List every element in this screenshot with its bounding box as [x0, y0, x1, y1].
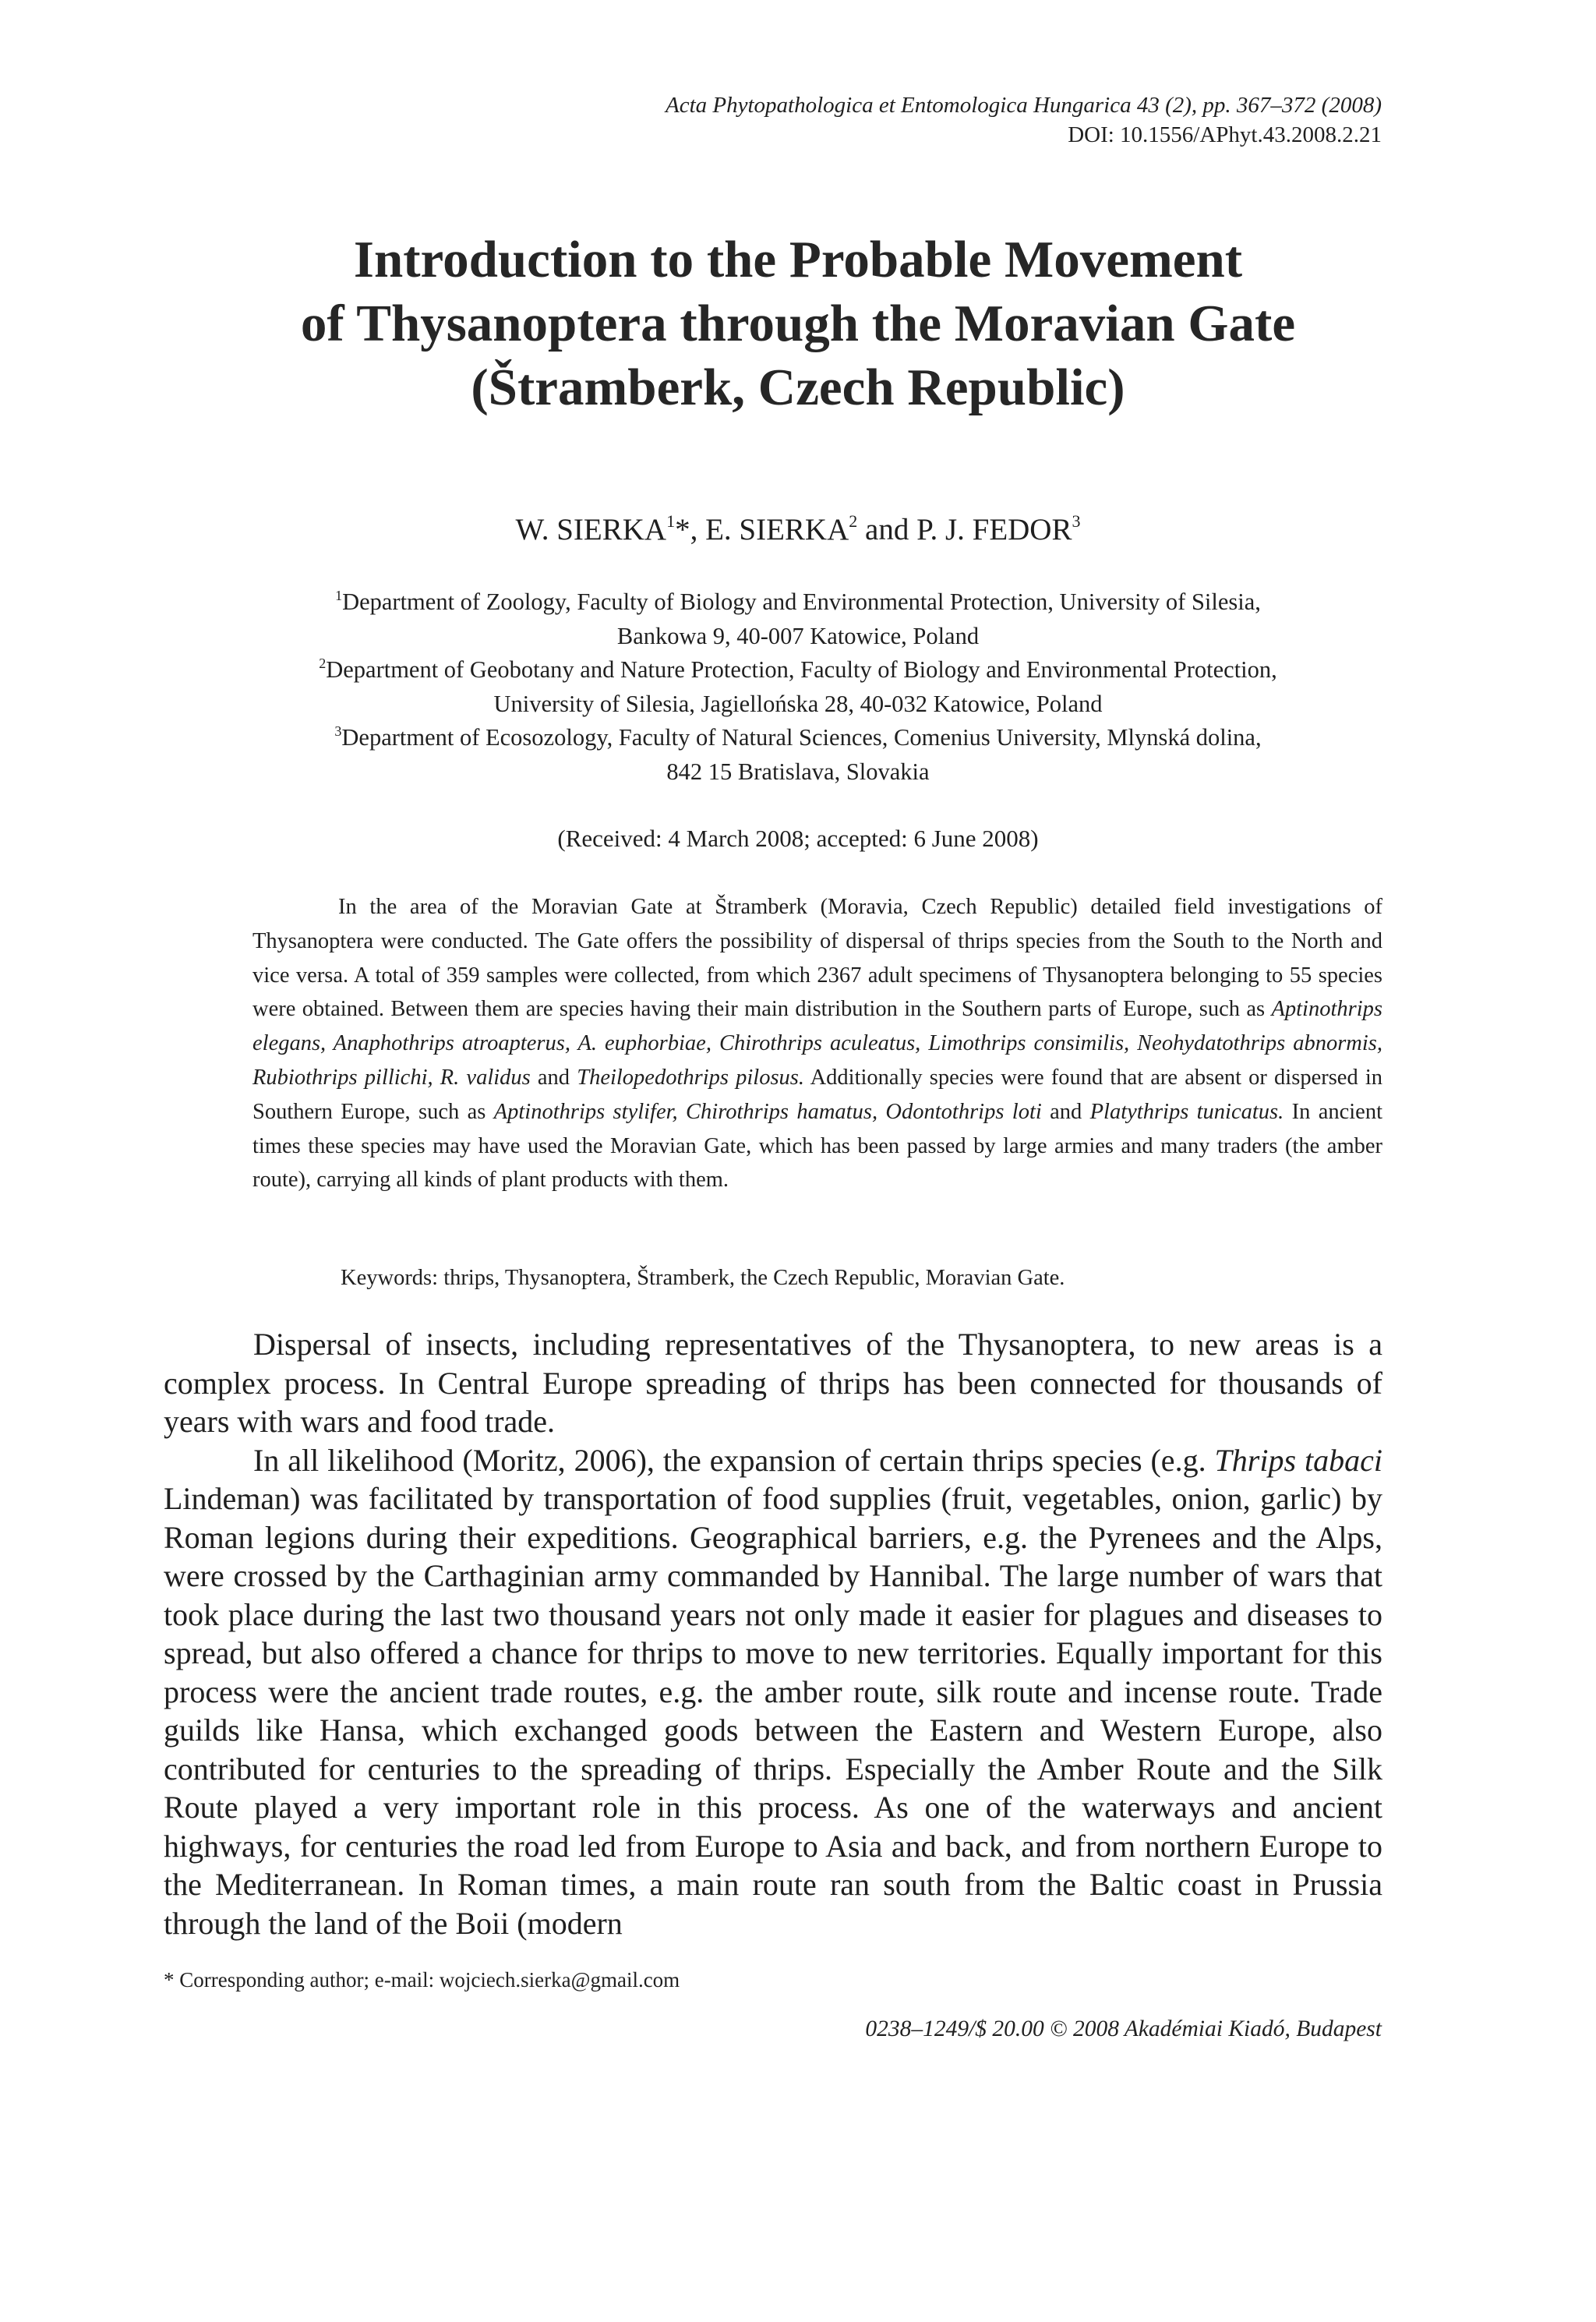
affiliations [0, 585, 1596, 789]
affil-line: Department of Geobotany and Nature Protection, Faculty of Biology and Environmental Protection, [326, 656, 1277, 683]
paper-title [0, 228, 1596, 419]
running-header [666, 90, 1382, 150]
body-paragraph: Dispersal of insects, including representatives of the Thysanoptera, to new areas is a complex process. In Central Europe spreading of thrips has been connected for thousands of years with wars and food trade. [164, 1327, 1382, 1439]
author-name: W. SIERKA [515, 513, 667, 546]
author-list [0, 511, 1596, 550]
doi: DOI: 10.1556/APhyt.43.2008.2.21 [1068, 122, 1382, 147]
keywords: Keywords: thrips, Thysanoptera, Štramberk, the Czech Republic, Moravian Gate. [341, 1266, 1065, 1290]
affil-line: 842 15 Bratislava, Slovakia [666, 758, 930, 785]
author-conjunction: and [865, 513, 909, 546]
affiliation [0, 653, 1596, 721]
body-text-run: In all likelihood (Moritz, 2006), the expansion of certain thrips species (e.g. [253, 1442, 1215, 1478]
affil-mark: 3 [334, 723, 342, 739]
corresponding-mark: *, [675, 513, 698, 546]
affiliation [0, 721, 1596, 789]
title-line: of Thysanoptera through the Moravian Gate [300, 295, 1296, 352]
received-dates: (Received: 4 March 2008; accepted: 6 June 2008) [557, 825, 1039, 852]
affiliation [0, 585, 1596, 653]
journal-citation: Acta Phytopathologica et Entomologica Hungarica 43 (2), pp. 367–372 (2008) [666, 93, 1382, 118]
author-affil-mark: 2 [849, 511, 858, 531]
abstract-text: In ancient times these species may have used the Moravian Gate, which has been passed by large armies and many traders (the amber route), carrying all kinds of plant products with them. [252, 1099, 1382, 1193]
species-names: Theilopedothrips pilosus. [577, 1065, 805, 1090]
title-line: Introduction to the Probable Movement [353, 231, 1243, 288]
abstract-text: Additionally species were found that are absent or dispersed in Southern Europe, such as [252, 1065, 1383, 1124]
title-line: (Štramberk, Czech Republic) [471, 359, 1125, 416]
affil-line: Bankowa 9, 40-007 Katowice, Poland [616, 622, 980, 649]
affil-line: Department of Ecosozology, Faculty of Natural Sciences, Comenius University, Mlynská dolina, [341, 724, 1262, 751]
species-name: Thrips tabaci [1214, 1442, 1382, 1478]
author-affil-mark: 3 [1072, 511, 1081, 531]
abstract [252, 890, 1382, 1197]
species-names: Aptinothrips elegans, Anaphothrips atroapterus, A. euphorbiae, Chirothrips aculeatus, Limothrips consimilis, Neohydatothrips abnormis, Rubiothrips pillichi, R. validus [252, 997, 1382, 1090]
abstract-text: In the area of the Moravian Gate at Štramberk (Moravia, Czech Republic) detailed field investigations of Thysanoptera were conducted. The Gate offers the possibility of dispersal of thrips species from the South to the North and vice versa. A total of 359 samples were collected, from which 2367 adult specimens of Thysanoptera belonging to 55 species were obtained. Between them are species having their main distribution in the Southern parts of Europe, such as [252, 895, 1382, 1022]
species-names: Aptinothrips stylifer, Chirothrips hamatus, Odontothrips loti [493, 1099, 1042, 1124]
copyright-line: 0238–1249/$ 20.00 © 2008 Akadémiai Kiadó, Budapest [865, 2016, 1382, 2041]
affil-line: University of Silesia, Jagiellońska 28, 40-032 Katowice, Poland [493, 690, 1103, 717]
abstract-text: and [1041, 1099, 1090, 1124]
affil-line: Department of Zoology, Faculty of Biology and Environmental Protection, University of Silesia, [342, 588, 1261, 615]
species-names: Platythrips tunicatus. [1089, 1099, 1284, 1124]
author-affil-mark: 1 [666, 511, 676, 531]
affil-mark: 2 [319, 656, 327, 671]
body-paragraph [164, 1441, 1382, 1943]
body-text-run: Lindeman) was facilitated by transportation of food supplies (fruit, vegetables, onion, garlic) by Roman legions during their expeditions. Geographical barriers, e.g. the Pyrenees and the Alps, were crossed by the Carthaginian army commanded by Hannibal. The large number of wars that took place during the last two thousand years not only made it easier for plagues and diseases to spread, but also offered a chance for thrips to move to new territories. Equally important for this process were the ancient trade routes, e.g. the amber route, silk route and incense route. Trade guilds like Hansa, which exchanged goods between the Eastern and Western Europe, also contributed for centuries to the spreading of thrips. Especially the Amber Route and the Silk Route played a very important role in this process. As one of the waterways and ancient highways, for centuries the road led from Europe to Asia and back, and from northern Europe to the Mediterranean. In Roman times, a main route ran south from the Baltic coast in Prussia through the land of the Boii (modern [164, 1481, 1382, 1941]
body-text [164, 1325, 1382, 1942]
author-name: P. J. FEDOR [916, 513, 1072, 546]
author-name: E. SIERKA [705, 513, 849, 546]
abstract-text: and [530, 1065, 577, 1090]
footnote: * Corresponding author; e-mail: wojciech.sierka@gmail.com [164, 1968, 680, 1992]
affil-mark: 1 [335, 588, 343, 603]
